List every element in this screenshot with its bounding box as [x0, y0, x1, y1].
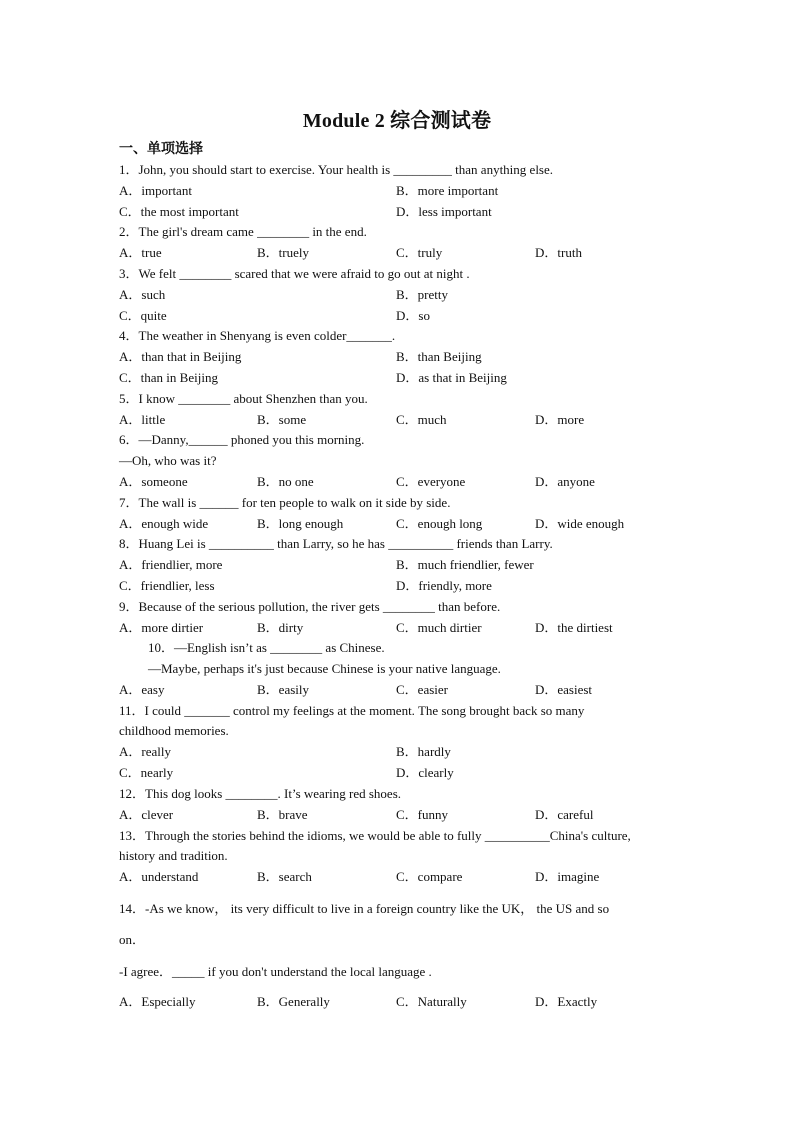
question-14-stem-line-2: on．	[119, 932, 146, 947]
question-2-option-a[interactable]: A．true	[119, 245, 162, 260]
question-4-option-a[interactable]: A．than that in Beijing	[119, 349, 242, 364]
question-13-option-c[interactable]: C．compare	[396, 869, 463, 884]
question-7-option-a[interactable]: A．enough wide	[119, 516, 209, 531]
question-13-option-b[interactable]: B．search	[257, 869, 312, 884]
question-5-option-b[interactable]: B．some	[257, 412, 307, 427]
question-11-option-b[interactable]: B．hardly	[396, 744, 451, 759]
question-4-stem: 4．The weather in Shenyang is even colder_______.	[119, 328, 396, 343]
question-14-option-c[interactable]: C．Naturally	[396, 994, 467, 1009]
question-11-option-a[interactable]: A．really	[119, 744, 171, 759]
question-1-option-c[interactable]: C．the most important	[119, 204, 239, 219]
question-4-option-d[interactable]: D．as that in Beijing	[396, 370, 507, 385]
question-5-option-a[interactable]: A．little	[119, 412, 166, 427]
question-8-stem: 8．Huang Lei is __________ than Larry, so he has __________ friends than Larry.	[119, 536, 553, 551]
question-10-option-d[interactable]: D．easiest	[535, 682, 593, 697]
question-6-stem-line-2: —Oh, who was it?	[119, 453, 217, 468]
question-6-stem: 6．—Danny,______ phoned you this morning.	[119, 432, 365, 447]
question-4-option-b[interactable]: B．than Beijing	[396, 349, 482, 364]
question-8-option-d[interactable]: D．friendly, more	[396, 578, 492, 593]
question-13-option-a[interactable]: A．understand	[119, 869, 199, 884]
question-13-stem: 13．Through the stories behind the idioms, we would be able to fully __________China's culture,	[119, 828, 631, 843]
question-2-option-d[interactable]: D．truth	[535, 245, 582, 260]
question-12-option-c[interactable]: C．funny	[396, 807, 449, 822]
question-8-option-a[interactable]: A．friendlier, more	[119, 557, 223, 572]
question-7-stem: 7．The wall is ______ for ten people to walk on it side by side.	[119, 495, 451, 510]
question-2-option-c[interactable]: C．truly	[396, 245, 443, 260]
question-3-option-c[interactable]: C．quite	[119, 308, 167, 323]
question-12-option-b[interactable]: B．brave	[257, 807, 308, 822]
question-1-stem: 1．John, you should start to exercise. Your health is _________ than anything else.	[119, 162, 554, 177]
question-3-option-d[interactable]: D．so	[396, 308, 430, 323]
question-9-option-a[interactable]: A．more dirtier	[119, 620, 204, 635]
question-11-option-c[interactable]: C．nearly	[119, 765, 174, 780]
question-8-option-b[interactable]: B．much friendlier, fewer	[396, 557, 534, 572]
question-13-option-d[interactable]: D．imagine	[535, 869, 600, 884]
question-10-stem: 10．—English isn’t as ________ as Chinese.	[148, 640, 385, 655]
question-3-stem: 3．We felt ________ scared that we were afraid to go out at night .	[119, 266, 470, 281]
question-1-option-d[interactable]: D．less important	[396, 204, 492, 219]
question-6-option-d[interactable]: D．anyone	[535, 474, 595, 489]
question-9-option-c[interactable]: C．much dirtier	[396, 620, 482, 635]
question-14-stem: 14．-As we know， its very difficult to live in a foreign country like the UK， the US and so	[119, 901, 610, 916]
question-10-option-b[interactable]: B．easily	[257, 682, 309, 697]
question-10-option-a[interactable]: A．easy	[119, 682, 165, 697]
question-5-option-d[interactable]: D．more	[535, 412, 585, 427]
question-7-option-d[interactable]: D．wide enough	[535, 516, 625, 531]
page-title: Module 2 综合测试卷	[302, 110, 492, 132]
question-9-option-b[interactable]: B．dirty	[257, 620, 304, 635]
question-10-option-c[interactable]: C．easier	[396, 682, 448, 697]
question-11-option-d[interactable]: D．clearly	[396, 765, 454, 780]
question-11-stem-line-2: childhood memories.	[119, 723, 229, 738]
question-6-option-c[interactable]: C．everyone	[396, 474, 466, 489]
question-12-option-d[interactable]: D．careful	[535, 807, 594, 822]
question-2-option-b[interactable]: B．truely	[257, 245, 309, 260]
question-6-option-b[interactable]: B．no one	[257, 474, 314, 489]
question-1-option-a[interactable]: A．important	[119, 183, 192, 198]
question-7-option-c[interactable]: C．enough long	[396, 516, 483, 531]
question-7-option-b[interactable]: B．long enough	[257, 516, 344, 531]
question-13-stem-line-2: history and tradition.	[119, 848, 228, 863]
question-3-option-a[interactable]: A．such	[119, 287, 166, 302]
question-12-stem: 12．This dog looks ________. It’s wearing red shoes.	[119, 786, 402, 801]
question-6-option-a[interactable]: A．someone	[119, 474, 188, 489]
question-2-stem: 2．The girl's dream came ________ in the end.	[119, 224, 367, 239]
question-11-stem: 11．I could _______ control my feelings at the moment. The song brought back so many	[119, 703, 585, 718]
question-10-stem-line-2: —Maybe, perhaps it's just because Chinese is your native language.	[148, 661, 501, 676]
question-3-option-b[interactable]: B．pretty	[396, 287, 448, 302]
question-14-stem-line-3: -I agree．_____ if you don't understand the local language .	[119, 964, 432, 979]
question-12-option-a[interactable]: A．clever	[119, 807, 174, 822]
question-14-option-d[interactable]: D．Exactly	[535, 994, 598, 1009]
question-9-option-d[interactable]: D．the dirtiest	[535, 620, 613, 635]
question-5-stem: 5．I know ________ about Shenzhen than you.	[119, 391, 368, 406]
question-8-option-c[interactable]: C．friendlier, less	[119, 578, 215, 593]
question-1-option-b[interactable]: B．more important	[396, 183, 499, 198]
section-heading: 一、单项选择	[119, 142, 203, 157]
question-4-option-c[interactable]: C．than in Beijing	[119, 370, 218, 385]
question-14-option-b[interactable]: B．Generally	[257, 994, 330, 1009]
question-9-stem: 9．Because of the serious pollution, the river gets ________ than before.	[119, 599, 501, 614]
question-14-option-a[interactable]: A．Especially	[119, 994, 196, 1009]
question-5-option-c[interactable]: C．much	[396, 412, 447, 427]
